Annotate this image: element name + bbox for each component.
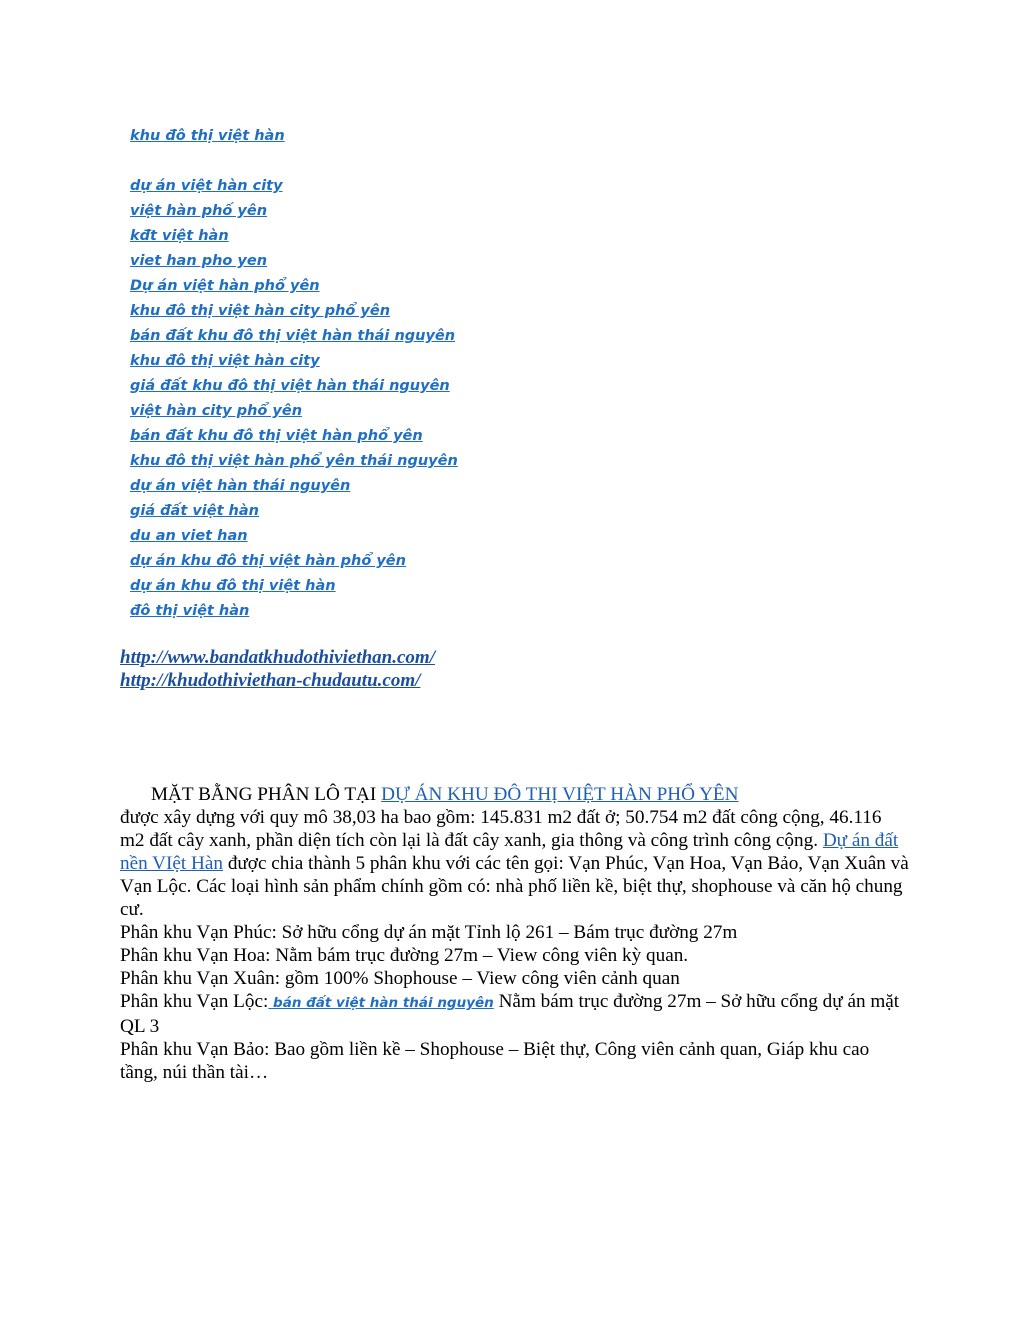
keyword-link[interactable]: khu đô thị việt hàn phổ yên thái nguyên [130, 453, 458, 469]
intro-paragraph [120, 806, 910, 921]
article-heading [120, 783, 910, 806]
project-land-link[interactable]: Dự án đất nền VIệt Hàn [120, 830, 899, 874]
van-loc-keyword-link[interactable]: bán đất việt hàn thái nguyên [268, 995, 494, 1011]
keyword-link[interactable]: viet han pho yen [130, 253, 268, 269]
website-url-link[interactable]: http://khudothiviethan-chudautu.com/ [120, 670, 421, 691]
keyword-link[interactable]: khu đô thị việt hàn city [130, 353, 320, 369]
website-url-list [120, 646, 435, 692]
intro-text-b: được chia thành 5 phân khu với các tên gọi: Vạn Phúc, Vạn Hoa, Vạn Bảo, Vạn Xuân và Vạn Lộc. Các loại hình sản phẩm chính gồm có: nhà phố liền kề, biệt thự, shophouse và căn hộ chung cư. [120, 853, 909, 920]
van-loc-prefix: Phân khu Vạn Lộc: [120, 991, 269, 1012]
heading-text: MẶT BẰNG PHÂN LÔ TẠI [151, 784, 382, 805]
article-body [120, 783, 910, 1084]
keyword-link[interactable]: dự án việt hàn city [130, 178, 283, 194]
zone-van-xuan: Phân khu Vạn Xuân: gồm 100% Shophouse – View công viên cảnh quan [120, 968, 680, 989]
keyword-link[interactable]: việt hàn phố yên [130, 203, 268, 219]
keyword-link[interactable]: Dự án việt hàn phổ yên [130, 278, 320, 294]
website-url-link[interactable]: http://www.bandatkhudothiviethan.com/ [120, 647, 435, 668]
van-loc-suffix: Nằm bám trục đường 27m – Sở hữu cổng dự án mặt QL 3 [120, 991, 900, 1037]
keyword-link[interactable]: dự án việt hàn thái nguyên [130, 478, 351, 494]
zone-van-phuc: Phân khu Vạn Phúc: Sở hữu cổng dự án mặt Tỉnh lộ 261 – Bám trục đường 27m [120, 922, 738, 943]
keyword-link[interactable]: dự án khu đô thị việt hàn phổ yên [130, 553, 406, 569]
keyword-link[interactable]: bán đất khu đô thị việt hàn phổ yên [130, 428, 423, 444]
keyword-link[interactable]: khu đô thị việt hàn city phổ yên [130, 303, 391, 319]
keyword-link[interactable]: đô thị việt hàn [130, 603, 250, 619]
keyword-link[interactable]: kđt việt hàn [130, 228, 229, 244]
keyword-link[interactable]: du an viet han [130, 528, 248, 544]
zone-van-hoa: Phân khu Vạn Hoa: Nằm bám trục đường 27m – View công viên kỳ quan. [120, 945, 689, 966]
zone-van-loc [120, 990, 910, 1038]
keyword-link[interactable]: giá đất việt hàn [130, 503, 259, 519]
keyword-link[interactable]: bán đất khu đô thị việt hàn thái nguyên [130, 328, 456, 344]
keyword-link[interactable]: khu đô thị việt hàn [130, 128, 285, 144]
keyword-link-list [130, 124, 458, 624]
keyword-link[interactable]: giá đất khu đô thị việt hàn thái nguyên [130, 378, 450, 394]
keyword-link[interactable]: việt hàn city phổ yên [130, 403, 303, 419]
intro-text-a: được xây dựng với quy mô 38,03 ha bao gồm: 145.831 m2 đất ở; 50.754 m2 đất công cộng, 46.116 m2 đất cây xanh, phần diện tích còn lại là đất cây xanh, gia thông và công trình công cộng. [120, 807, 882, 851]
keyword-link[interactable]: dự án khu đô thị việt hàn [130, 578, 336, 594]
zone-van-bao: Phân khu Vạn Bảo: Bao gồm liền kề – Shophouse – Biệt thự, Công viên cảnh quan, Giáp khu cao tầng, núi thần tài… [120, 1039, 870, 1083]
heading-project-link[interactable]: DỰ ÁN KHU ĐÔ THỊ VIỆT HÀN PHỔ YÊN [381, 784, 739, 805]
